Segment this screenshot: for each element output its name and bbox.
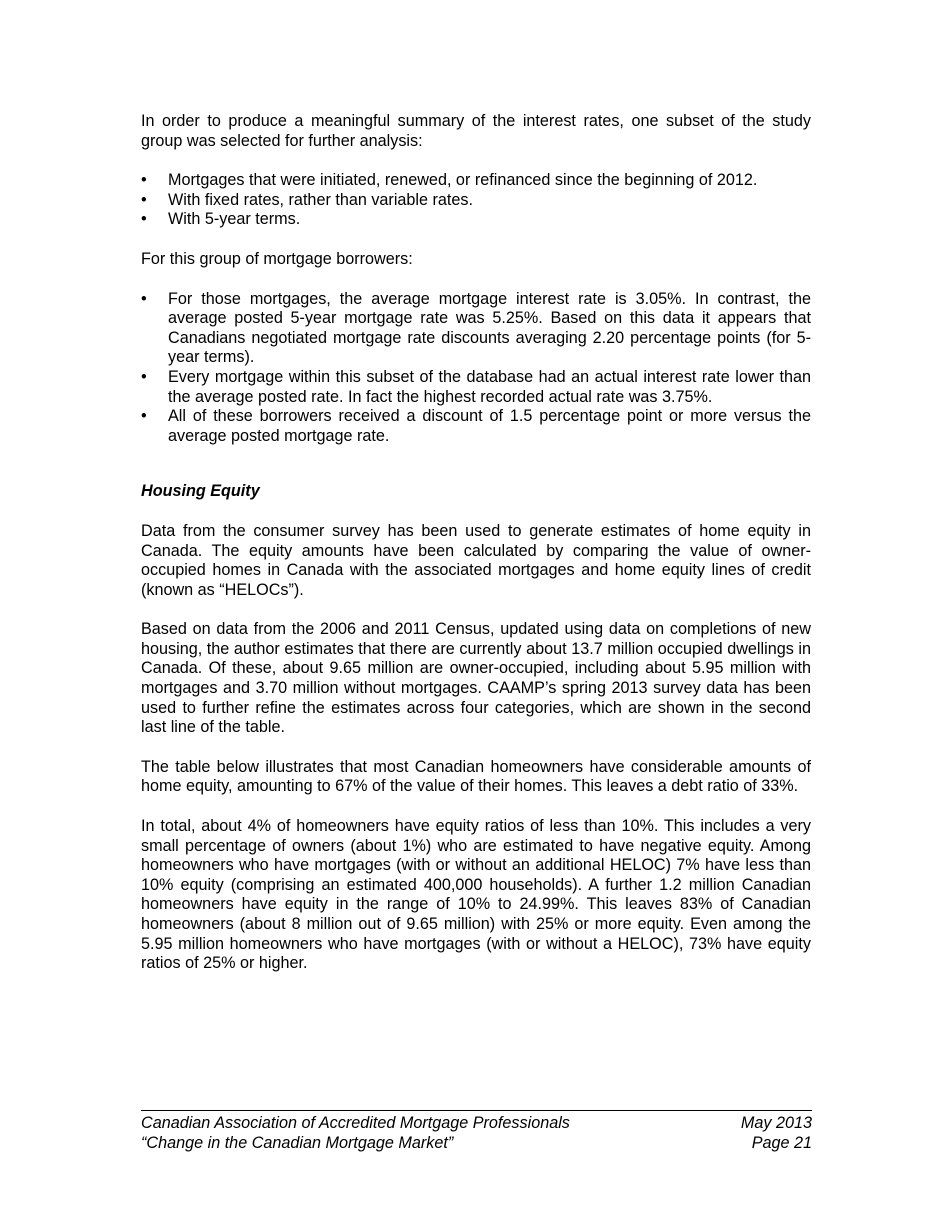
bullet-icon: •: [141, 289, 147, 308]
list-item-text: For those mortgages, the average mortgage interest rate is 3.05%. In contrast, the average posted 5-year mortgage rate was 5.25%. Based on this data it appears that Canadians negotiated mortgage rate discounts averaging 2.20 percentage points (for 5-year terms).: [168, 289, 811, 367]
subset-criteria-list: [141, 171, 811, 230]
bullet-icon: •: [141, 407, 147, 426]
equity-paragraph-2: Based on data from the 2006 and 2011 Census, updated using data on completions of new housing, the author estimates that there are currently about 13.7 million occupied dwellings in Canada. Of these, about 9.65 million are owner-occupied, including about 5.95 million with mortgages and 3.70 million without mortgages. CAAMP’s spring 2013 survey data has been used to further refine the estimates across four categories, which are shown in the second last line of the table.: [141, 620, 811, 737]
list-item: [141, 407, 811, 446]
footer-page-number: Page 21: [751, 1133, 812, 1152]
list-item-text: Every mortgage within this subset of the database had an actual interest rate lower than the average posted rate. In fact the highest recorded actual rate was 3.75%.: [168, 367, 811, 406]
page-footer: [141, 1110, 812, 1153]
bullet-icon: •: [141, 171, 147, 190]
equity-paragraph-3: The table below illustrates that most Canadian homeowners have considerable amounts of home equity, amounting to 67% of the value of their homes. This leaves a debt ratio of 33%.: [141, 757, 811, 796]
list-item-text: With fixed rates, rather than variable rates.: [168, 190, 474, 209]
equity-paragraph-1: Data from the consumer survey has been used to generate estimates of home equity in Canada. The equity amounts have been calculated by comparing the value of owner-occupied homes in Canada with the associated mortgages and home equity lines of credit (known as “HELOCs”).: [141, 521, 811, 599]
footer-report-title: “Change in the Canadian Mortgage Market”: [141, 1133, 454, 1152]
page-body: [141, 112, 811, 974]
list-item: [141, 368, 811, 407]
footer-row-top: [141, 1114, 812, 1134]
bullet-icon: •: [141, 190, 147, 209]
list-item: [141, 290, 811, 368]
list-item: [141, 191, 811, 211]
footer-row-bottom: [141, 1134, 812, 1154]
list-item-text: All of these borrowers received a discount of 1.5 percentage point or more versus the average posted mortgage rate.: [168, 407, 811, 445]
list-item-text: With 5-year terms.: [168, 210, 301, 229]
list-item-text: Mortgages that were initiated, renewed, or refinanced since the beginning of 2012.: [168, 171, 758, 190]
equity-paragraph-4: In total, about 4% of homeowners have equity ratios of less than 10%. This includes a very small percentage of owners (about 1%) who are estimated to have negative equity. Among homeowners who have mortgages (with or without an additional HELOC) 7% have less than 10% equity (comprising an estimated 400,000 households). A further 1.2 million Canadian homeowners have equity in the range of 10% to 24.99%. This leaves 83% of Canadian homeowners (about 8 million out of 9.65 million) with 25% or more equity. Even among the 5.95 million homeowners who have mortgages (with or without a HELOC), 73% have equity ratios of 25% or higher.: [141, 817, 811, 973]
bullet-icon: •: [141, 210, 147, 229]
intro-paragraph: In order to produce a meaningful summary of the interest rates, one subset of the study group was selected for further analysis:: [141, 112, 811, 150]
group-intro-paragraph: For this group of mortgage borrowers:: [141, 249, 413, 268]
list-item: [141, 171, 811, 191]
section-heading: Housing Equity: [141, 482, 260, 501]
footer-date: May 2013: [740, 1114, 812, 1132]
list-item: [141, 210, 811, 230]
findings-list: [141, 290, 811, 447]
bullet-icon: •: [141, 367, 147, 386]
footer-organization: Canadian Association of Accredited Mortgage Professionals: [141, 1114, 570, 1132]
